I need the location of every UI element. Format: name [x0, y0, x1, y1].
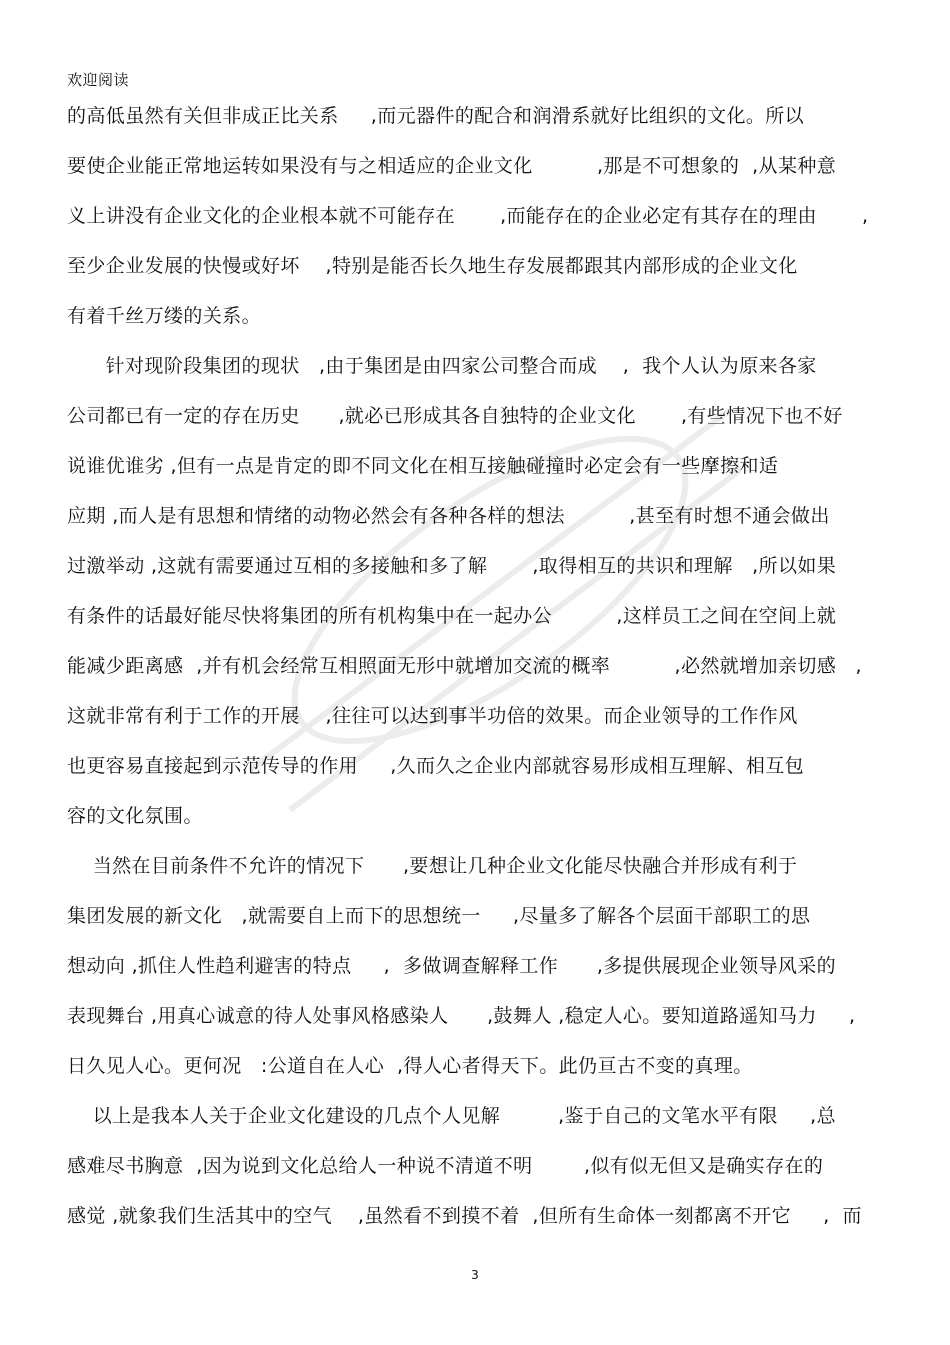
text-line: 要使企业能正常地运转如果没有与之相适应的企业文化 ,那是不可想象的 ,从某种意 — [67, 155, 837, 177]
text-line: 集团发展的新文化 ,就需要自上而下的思想统一 ,尽量多了解各个层面干部职工的思 — [67, 905, 811, 927]
text-line: 的高低虽然有关但非成正比关系 ,而元器件的配合和润滑系就好比组织的文化。所以 — [67, 105, 805, 127]
text-line: 针对现阶段集团的现状 ,由于集团是由四家公司整合而成 , 我个人认为原来各家 — [67, 355, 817, 377]
text-line: 感觉 ,就象我们生活其中的空气 ,虽然看不到摸不着 ,但所有生命体一刻都离不开它 , 而 — [67, 1205, 862, 1227]
text-line: 日久见人心。更何况 :公道自在人心 ,得人心者得天下。此仍亘古不变的真理。 — [67, 1055, 753, 1077]
page-number: 3 — [471, 1268, 479, 1282]
text-line: 也更容易直接起到示范传导的作用 ,久而久之企业内部就容易形成相互理解、相互包 — [67, 755, 805, 777]
text-line: 有着千丝万缕的关系。 — [67, 305, 262, 327]
page-header: 欢迎阅读 — [67, 71, 130, 89]
text-line: 能减少距离感 ,并有机会经常互相照面无形中就增加交流的概率 ,必然就增加亲切感 , — [67, 655, 862, 677]
text-line: 以上是我本人关于企业文化建设的几点个人见解 ,鉴于自己的文笔水平有限 ,总 — [67, 1105, 836, 1127]
text-line: 容的文化氛围。 — [67, 805, 203, 827]
text-line: 想动向 ,抓住人性趋利避害的特点 , 多做调查解释工作 ,多提供展现企业领导风采的 — [67, 955, 837, 977]
text-line: 至少企业发展的快慢或好坏 ,特别是能否长久地生存发展都跟其内部形成的企业文化 — [67, 255, 798, 277]
text-line: 说谁优谁劣 ,但有一点是肯定的即不同文化在相互接触碰撞时必定会有一些摩擦和适 — [67, 455, 779, 477]
text-line: 过激举动 ,这就有需要通过互相的多接触和多了解 ,取得相互的共识和理解 ,所以如果 — [67, 555, 837, 577]
text-line: 当然在目前条件不允许的情况下 ,要想让几种企业文化能尽快融合并形成有利于 — [67, 855, 798, 877]
text-line: 公司都已有一定的存在历史 ,就必已形成其各自独特的企业文化 ,有些情况下也不好 — [67, 405, 843, 427]
document-body — [67, 104, 897, 1254]
text-line: 感难尽书胸意 ,因为说到文化总给人一种说不清道不明 ,似有似无但又是确实存在的 — [67, 1155, 824, 1177]
text-line: 应期 ,而人是有思想和情绪的动物必然会有各种各样的想法 ,甚至有时想不通会做出 — [67, 505, 830, 527]
text-line: 有条件的话最好能尽快将集团的所有机构集中在一起办公 ,这样员工之间在空间上就 — [67, 605, 837, 627]
text-line: 义上讲没有企业文化的企业根本就不可能存在 ,而能存在的企业必定有其存在的理由 , — [67, 205, 869, 227]
text-line: 这就非常有利于工作的开展 ,往往可以达到事半功倍的效果。而企业领导的工作作风 — [67, 705, 798, 727]
text-line: 表现舞台 ,用真心诚意的待人处事风格感染人 ,鼓舞人 ,稳定人心。要知道路遥知马力 , — [67, 1005, 856, 1027]
